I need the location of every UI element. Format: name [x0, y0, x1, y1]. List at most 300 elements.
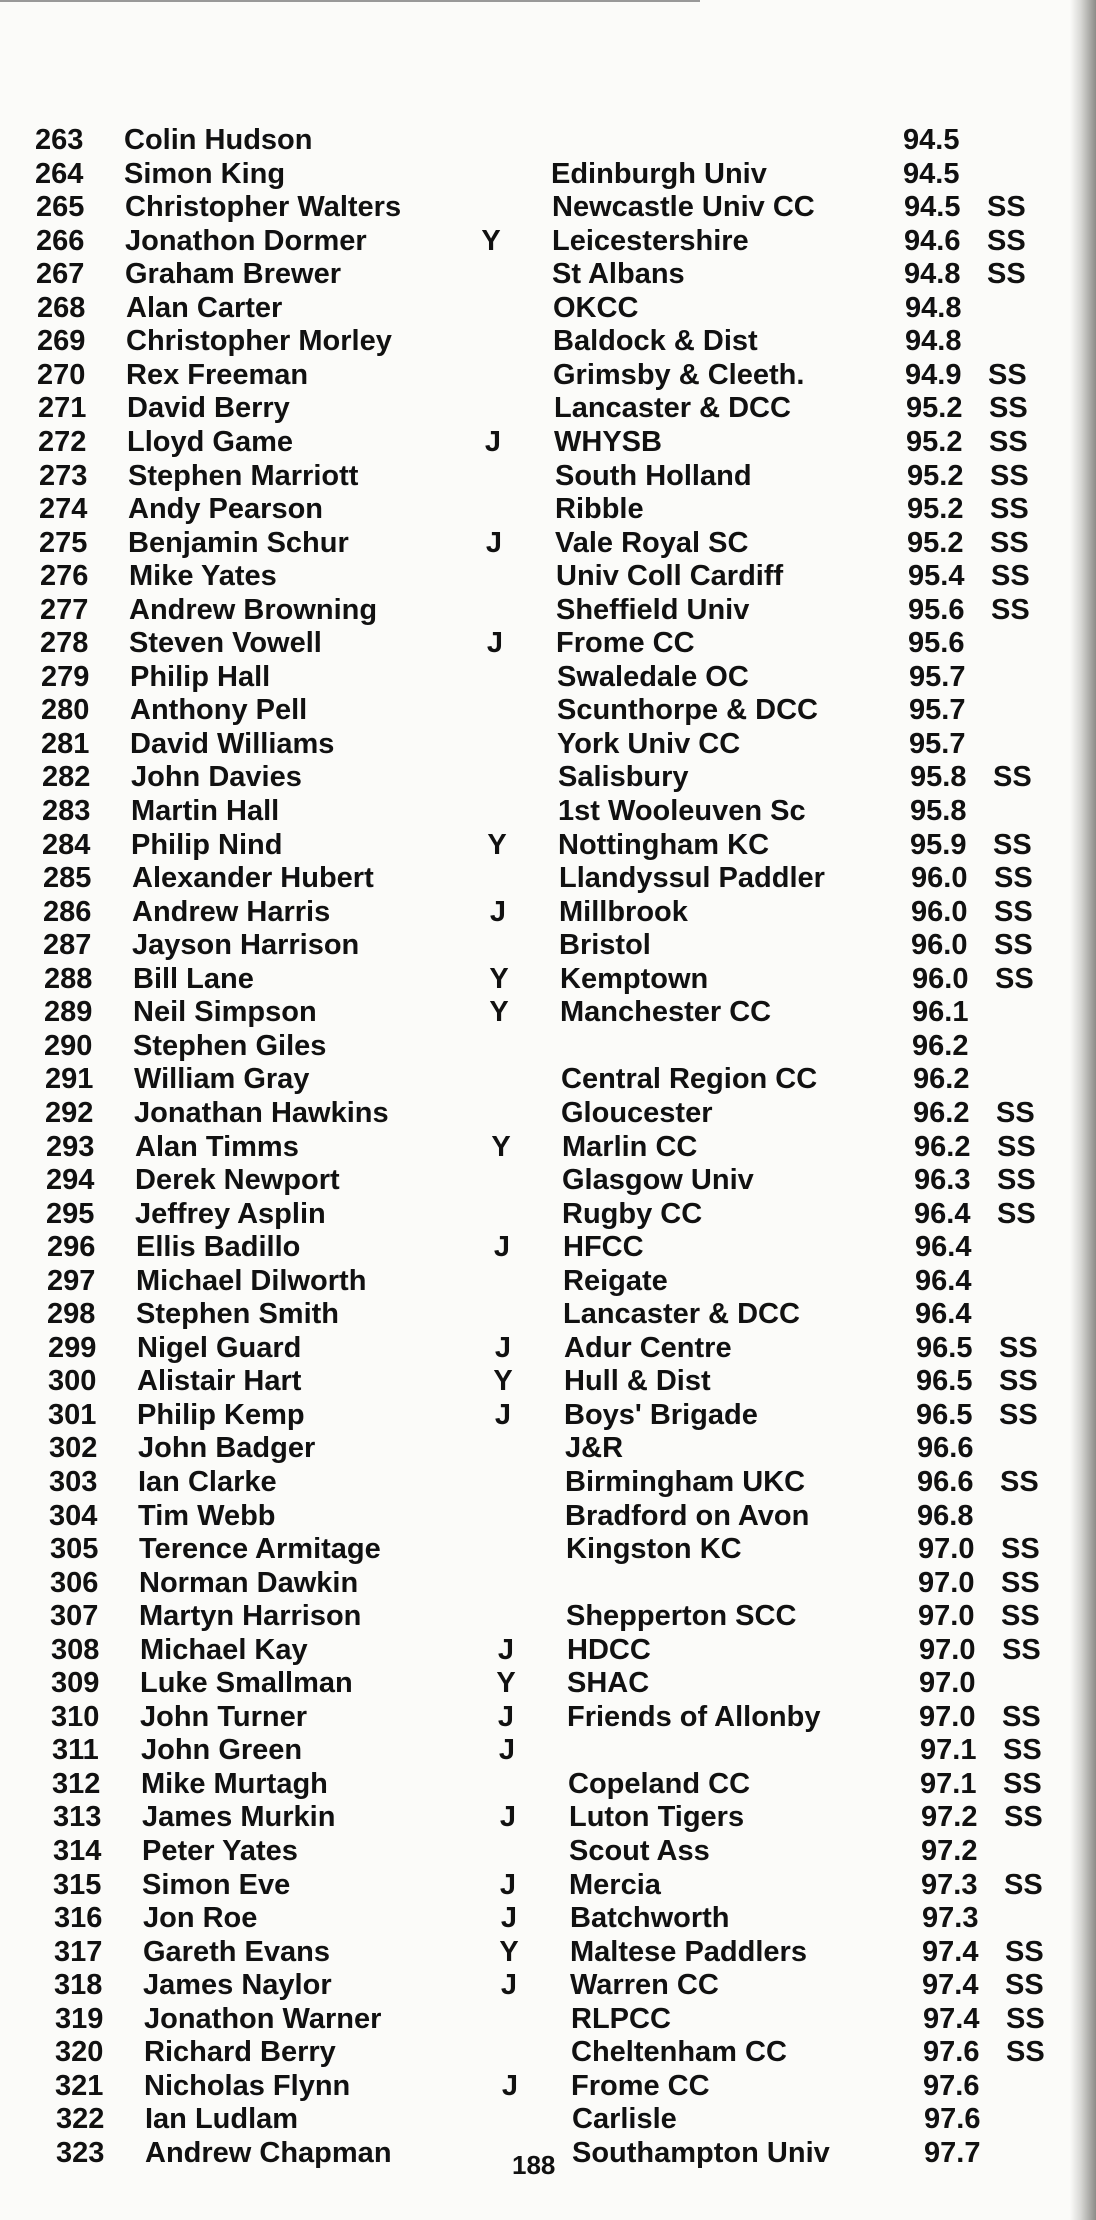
result-row [19, 1902, 1089, 1935]
ss-marker: SS [987, 191, 1026, 223]
competitor-name: Michael Kay [140, 1634, 308, 1666]
ss-marker: SS [987, 225, 1026, 257]
position-number: 296 [47, 1231, 96, 1263]
result-time: 95.7 [909, 661, 966, 693]
club-name: HFCC [563, 1231, 644, 1263]
competitor-name: Andrew Harris [132, 896, 331, 928]
category-flag: Y [487, 829, 507, 861]
ss-marker: SS [990, 527, 1029, 559]
result-row [7, 761, 1077, 794]
competitor-name: Martin Hall [131, 795, 280, 827]
competitor-name: Nicholas Flynn [144, 2070, 351, 2102]
position-number: 287 [43, 929, 92, 961]
page-edge-shadow [1070, 0, 1096, 2220]
club-name: RLPCC [571, 2003, 671, 2035]
category-flag: J [484, 426, 502, 458]
result-time: 97.1 [920, 1734, 977, 1766]
club-name: Rugby CC [562, 1198, 703, 1230]
club-name: Millbrook [559, 896, 688, 928]
club-name: Cheltenham CC [571, 2036, 787, 2068]
ss-marker: SS [999, 1365, 1038, 1397]
competitor-name: James Naylor [143, 1969, 332, 2001]
competitor-name: John Davies [131, 761, 302, 793]
ss-marker: SS [1003, 1768, 1042, 1800]
position-number: 292 [45, 1097, 94, 1129]
position-number: 272 [38, 426, 87, 458]
category-flag: J [485, 527, 503, 559]
club-name: Boys' Brigade [564, 1399, 758, 1431]
result-time: 96.2 [914, 1131, 971, 1163]
result-time: 97.6 [924, 2103, 981, 2135]
position-number: 301 [48, 1399, 97, 1431]
result-time: 96.1 [912, 996, 969, 1028]
result-row [9, 963, 1079, 996]
result-time: 97.3 [921, 1869, 978, 1901]
competitor-name: Colin Hudson [124, 124, 313, 156]
position-number: 321 [55, 2070, 104, 2102]
result-time: 96.5 [916, 1399, 973, 1431]
ss-marker: SS [1004, 1801, 1043, 1833]
position-number: 323 [56, 2137, 105, 2169]
competitor-name: Philip Hall [130, 661, 271, 693]
position-number: 286 [43, 896, 92, 928]
result-time: 97.0 [918, 1533, 975, 1565]
result-time: 97.6 [923, 2070, 980, 2102]
result-time: 97.0 [919, 1701, 976, 1733]
competitor-name: Peter Yates [142, 1835, 298, 1867]
competitor-name: William Gray [134, 1063, 310, 1095]
ss-marker: SS [988, 359, 1027, 391]
club-name: 1st Wooleuven Sc [558, 795, 806, 827]
competitor-name: Neil Simpson [133, 996, 317, 1028]
position-number: 276 [40, 560, 89, 592]
result-row [1, 258, 1071, 291]
club-name: Vale Royal SC [555, 527, 749, 559]
result-time: 96.8 [917, 1500, 974, 1532]
result-row [16, 1667, 1086, 1700]
result-time: 96.5 [916, 1365, 973, 1397]
category-flag: J [493, 1231, 511, 1263]
result-row [14, 1432, 1084, 1465]
result-time: 95.2 [906, 426, 963, 458]
result-time: 96.2 [912, 1030, 969, 1062]
result-row [2, 359, 1072, 392]
result-time: 94.6 [904, 225, 961, 257]
competitor-name: Alan Carter [126, 292, 283, 324]
result-row [21, 2103, 1091, 2136]
result-row [20, 2003, 1090, 2036]
result-row [5, 560, 1075, 593]
ss-marker: SS [1005, 1936, 1044, 1968]
result-row [11, 1198, 1081, 1231]
result-row [12, 1265, 1082, 1298]
position-number: 274 [39, 493, 88, 525]
position-number: 270 [37, 359, 86, 391]
result-time: 95.6 [908, 627, 965, 659]
result-time: 94.5 [903, 124, 960, 156]
competitor-name: Luke Smallman [140, 1667, 353, 1699]
club-name: Lancaster & DCC [563, 1298, 800, 1330]
position-number: 264 [35, 158, 84, 190]
position-number: 309 [51, 1667, 100, 1699]
position-number: 269 [37, 325, 86, 357]
result-row [8, 929, 1078, 962]
position-number: 268 [37, 292, 86, 324]
club-name: Bristol [559, 929, 651, 961]
club-name: Leicestershire [552, 225, 749, 257]
result-row [19, 1969, 1089, 2002]
category-flag: Y [493, 1365, 513, 1397]
result-time: 95.2 [907, 527, 964, 559]
club-name: Mercia [569, 1869, 661, 1901]
club-name: Salisbury [558, 761, 689, 793]
competitor-name: Stephen Marriott [128, 460, 359, 492]
result-row [4, 527, 1074, 560]
result-time: 97.4 [922, 1936, 979, 1968]
result-row [20, 2070, 1090, 2103]
result-row [21, 2137, 1091, 2170]
result-row [18, 1835, 1088, 1868]
result-time: 97.2 [921, 1801, 978, 1833]
position-number: 279 [41, 661, 90, 693]
position-number: 267 [36, 258, 85, 290]
result-row [3, 426, 1073, 459]
result-time: 97.0 [918, 1600, 975, 1632]
competitor-name: Jonathan Hawkins [134, 1097, 389, 1129]
club-name: J&R [565, 1432, 624, 1464]
position-number: 313 [53, 1801, 102, 1833]
result-row [14, 1466, 1084, 1499]
competitor-name: Martyn Harrison [139, 1600, 362, 1632]
club-name: Marlin CC [562, 1131, 698, 1163]
club-name: Ribble [555, 493, 644, 525]
result-time: 97.2 [921, 1835, 978, 1867]
result-row [1, 225, 1071, 258]
competitor-name: Stephen Giles [133, 1030, 327, 1062]
competitor-name: John Green [141, 1734, 303, 1766]
ss-marker: SS [1006, 2036, 1045, 2068]
page-top-edge [0, 0, 700, 2]
result-time: 94.8 [904, 258, 961, 290]
result-row [8, 896, 1078, 929]
club-name: Univ Coll Cardiff [556, 560, 784, 592]
result-time: 95.7 [909, 694, 966, 726]
category-flag: J [501, 2070, 519, 2102]
position-number: 283 [42, 795, 91, 827]
club-name: Reigate [563, 1265, 668, 1297]
position-number: 281 [41, 728, 90, 760]
result-time: 96.4 [915, 1265, 972, 1297]
result-row [13, 1365, 1083, 1398]
ss-marker: SS [1002, 1701, 1041, 1733]
competitor-name: Richard Berry [144, 2036, 336, 2068]
result-row [2, 292, 1072, 325]
result-time: 97.0 [919, 1634, 976, 1666]
competitor-name: Ian Ludlam [145, 2103, 299, 2135]
club-name: WHYSB [554, 426, 662, 458]
position-number: 304 [49, 1500, 98, 1532]
result-time: 96.4 [914, 1198, 971, 1230]
position-number: 297 [47, 1265, 96, 1297]
position-number: 277 [40, 594, 89, 626]
result-row [13, 1399, 1083, 1432]
result-time: 95.4 [908, 560, 965, 592]
result-row [0, 158, 1070, 191]
position-number: 288 [44, 963, 93, 995]
result-row [7, 795, 1077, 828]
position-number: 316 [54, 1902, 103, 1934]
ss-marker: SS [999, 1332, 1038, 1364]
category-flag: J [499, 1801, 517, 1833]
ss-marker: SS [993, 829, 1032, 861]
result-row [14, 1500, 1084, 1533]
ss-marker: SS [1006, 2003, 1045, 2035]
result-row [8, 862, 1078, 895]
competitor-name: Stephen Smith [136, 1298, 340, 1330]
category-flag: J [500, 1902, 518, 1934]
competitor-name: Alistair Hart [137, 1365, 302, 1397]
position-number: 291 [45, 1063, 94, 1095]
result-row [10, 1097, 1080, 1130]
club-name: Newcastle Univ CC [552, 191, 815, 223]
club-name: HDCC [567, 1634, 651, 1666]
result-row [13, 1332, 1083, 1365]
category-flag: Y [496, 1667, 516, 1699]
club-name: Maltese Paddlers [570, 1936, 807, 1968]
position-number: 282 [42, 761, 91, 793]
result-row [1, 191, 1071, 224]
competitor-name: David Williams [130, 728, 335, 760]
position-number: 290 [44, 1030, 93, 1062]
competitor-name: David Berry [127, 392, 290, 424]
result-row [11, 1131, 1081, 1164]
club-name: Glasgow Univ [562, 1164, 754, 1196]
competitor-name: John Badger [138, 1432, 316, 1464]
result-time: 96.4 [915, 1298, 972, 1330]
competitor-name: Terence Armitage [139, 1533, 381, 1565]
position-number: 289 [44, 996, 93, 1028]
ss-marker: SS [996, 1097, 1035, 1129]
result-time: 94.9 [905, 359, 962, 391]
competitor-name: Simon King [124, 158, 286, 190]
position-number: 318 [54, 1969, 103, 2001]
competitor-name: Derek Newport [135, 1164, 340, 1196]
result-time: 96.3 [914, 1164, 971, 1196]
club-name: Kingston KC [566, 1533, 742, 1565]
position-number: 298 [47, 1298, 96, 1330]
club-name: Manchester CC [560, 996, 772, 1028]
result-time: 96.4 [915, 1231, 972, 1263]
competitor-name: Jon Roe [143, 1902, 258, 1934]
club-name: Lancaster & DCC [554, 392, 791, 424]
club-name: Frome CC [571, 2070, 710, 2102]
club-name: Baldock & Dist [553, 325, 758, 357]
club-name: Sheffield Univ [556, 594, 750, 626]
category-flag: J [486, 627, 504, 659]
ss-marker: SS [1001, 1567, 1040, 1599]
ss-marker: SS [994, 896, 1033, 928]
competitor-name: Michael Dilworth [136, 1265, 367, 1297]
result-time: 97.0 [918, 1567, 975, 1599]
ss-marker: SS [991, 560, 1030, 592]
result-row [5, 627, 1075, 660]
page-number: 188 [512, 2150, 556, 2180]
position-number: 280 [41, 694, 90, 726]
club-name: Gloucester [561, 1097, 713, 1129]
club-name: SHAC [567, 1667, 650, 1699]
result-time: 97.3 [922, 1902, 979, 1934]
club-name: Scout Ass [569, 1835, 710, 1867]
category-flag: Y [491, 1131, 511, 1163]
result-time: 96.2 [913, 1063, 970, 1095]
result-time: 95.8 [910, 761, 967, 793]
category-flag: Y [499, 1936, 519, 1968]
ss-marker: SS [990, 493, 1029, 525]
position-number: 275 [39, 527, 88, 559]
category-flag: J [497, 1701, 515, 1733]
result-time: 96.6 [917, 1432, 974, 1464]
position-number: 273 [39, 460, 88, 492]
category-flag: J [489, 896, 507, 928]
position-number: 294 [46, 1164, 95, 1196]
result-time: 97.4 [923, 2003, 980, 2035]
competitor-name: Jonathon Dormer [125, 225, 367, 257]
result-row [19, 1936, 1089, 1969]
competitor-name: Mike Murtagh [141, 1768, 328, 1800]
result-time: 96.6 [917, 1466, 974, 1498]
ss-marker: SS [999, 1399, 1038, 1431]
ss-marker: SS [989, 392, 1028, 424]
position-number: 315 [53, 1869, 102, 1901]
result-row [16, 1701, 1086, 1734]
result-row [6, 694, 1076, 727]
result-time: 97.1 [920, 1768, 977, 1800]
club-name: Warren CC [570, 1969, 719, 2001]
category-flag: Y [481, 225, 501, 257]
competitor-name: Andrew Chapman [145, 2137, 392, 2169]
result-time: 94.8 [905, 325, 962, 357]
ss-marker: SS [1000, 1466, 1039, 1498]
position-number: 306 [50, 1567, 99, 1599]
competitor-name: Ian Clarke [138, 1466, 277, 1498]
club-name: Friends of Allonby [567, 1701, 821, 1733]
competitor-name: Bill Lane [133, 963, 254, 995]
club-name: Adur Centre [564, 1332, 732, 1364]
result-time: 96.0 [911, 929, 968, 961]
result-row [17, 1768, 1087, 1801]
ss-marker: SS [1001, 1533, 1040, 1565]
result-time: 96.2 [913, 1097, 970, 1129]
category-flag: J [494, 1399, 512, 1431]
club-name: Copeland CC [568, 1768, 751, 1800]
result-time: 97.0 [919, 1667, 976, 1699]
result-time: 94.5 [903, 158, 960, 190]
competitor-name: Jonathon Warner [144, 2003, 382, 2035]
club-name: Edinburgh Univ [551, 158, 767, 190]
competitor-name: Ellis Badillo [136, 1231, 301, 1263]
position-number: 314 [53, 1835, 102, 1867]
category-flag: Y [489, 996, 509, 1028]
result-row [15, 1600, 1085, 1633]
club-name: OKCC [553, 292, 639, 324]
club-name: Batchworth [570, 1902, 730, 1934]
position-number: 295 [46, 1198, 95, 1230]
position-number: 305 [50, 1533, 99, 1565]
result-row [9, 996, 1079, 1029]
position-number: 303 [49, 1466, 98, 1498]
ss-marker: SS [1004, 1869, 1043, 1901]
result-time: 94.5 [904, 191, 961, 223]
competitor-name: Philip Kemp [137, 1399, 305, 1431]
club-name: York Univ CC [557, 728, 741, 760]
result-row [20, 2036, 1090, 2069]
position-number: 265 [36, 191, 85, 223]
ss-marker: SS [994, 862, 1033, 894]
competitor-name: Rex Freeman [126, 359, 309, 391]
position-number: 320 [55, 2036, 104, 2068]
competitor-name: Simon Eve [142, 1869, 291, 1901]
position-number: 311 [52, 1734, 99, 1766]
result-time: 97.6 [923, 2036, 980, 2068]
category-flag: J [500, 1969, 518, 2001]
competitor-name: Lloyd Game [127, 426, 293, 458]
result-time: 96.5 [916, 1332, 973, 1364]
position-number: 322 [56, 2103, 105, 2135]
result-row [12, 1231, 1082, 1264]
category-flag: J [499, 1869, 517, 1901]
result-time: 97.7 [924, 2137, 981, 2169]
result-row [11, 1164, 1081, 1197]
result-time: 97.4 [922, 1969, 979, 2001]
position-number: 300 [48, 1365, 97, 1397]
competitor-name: Gareth Evans [143, 1936, 330, 1968]
result-row [15, 1567, 1085, 1600]
club-name: Shepperton SCC [566, 1600, 797, 1632]
competitor-name: Alexander Hubert [132, 862, 374, 894]
competitor-name: Graham Brewer [125, 258, 341, 290]
ss-marker: SS [1001, 1600, 1040, 1632]
position-number: 319 [55, 2003, 104, 2035]
ss-marker: SS [997, 1164, 1036, 1196]
result-row [15, 1533, 1085, 1566]
club-name: Central Region CC [561, 1063, 818, 1095]
ss-marker: SS [1005, 1969, 1044, 2001]
result-time: 95.2 [907, 460, 964, 492]
result-row [18, 1869, 1088, 1902]
ss-marker: SS [997, 1131, 1036, 1163]
result-time: 95.2 [907, 493, 964, 525]
competitor-name: Benjamin Schur [128, 527, 349, 559]
result-row [6, 661, 1076, 694]
competitor-name: Nigel Guard [137, 1332, 302, 1364]
result-row [12, 1298, 1082, 1331]
club-name: Nottingham KC [558, 829, 770, 861]
ss-marker: SS [987, 258, 1026, 290]
competitor-name: Steven Vowell [129, 627, 322, 659]
club-name: Luton Tigers [569, 1801, 745, 1833]
result-time: 94.8 [905, 292, 962, 324]
competitor-name: James Murkin [142, 1801, 336, 1833]
competitor-name: Tim Webb [138, 1500, 276, 1532]
competitor-name: Anthony Pell [130, 694, 308, 726]
club-name: Hull & Dist [564, 1365, 711, 1397]
club-name: Carlisle [572, 2103, 677, 2135]
club-name: Kemptown [560, 963, 709, 995]
club-name: St Albans [552, 258, 685, 290]
ss-marker: SS [989, 426, 1028, 458]
position-number: 266 [36, 225, 85, 257]
competitor-name: Christopher Walters [125, 191, 402, 223]
